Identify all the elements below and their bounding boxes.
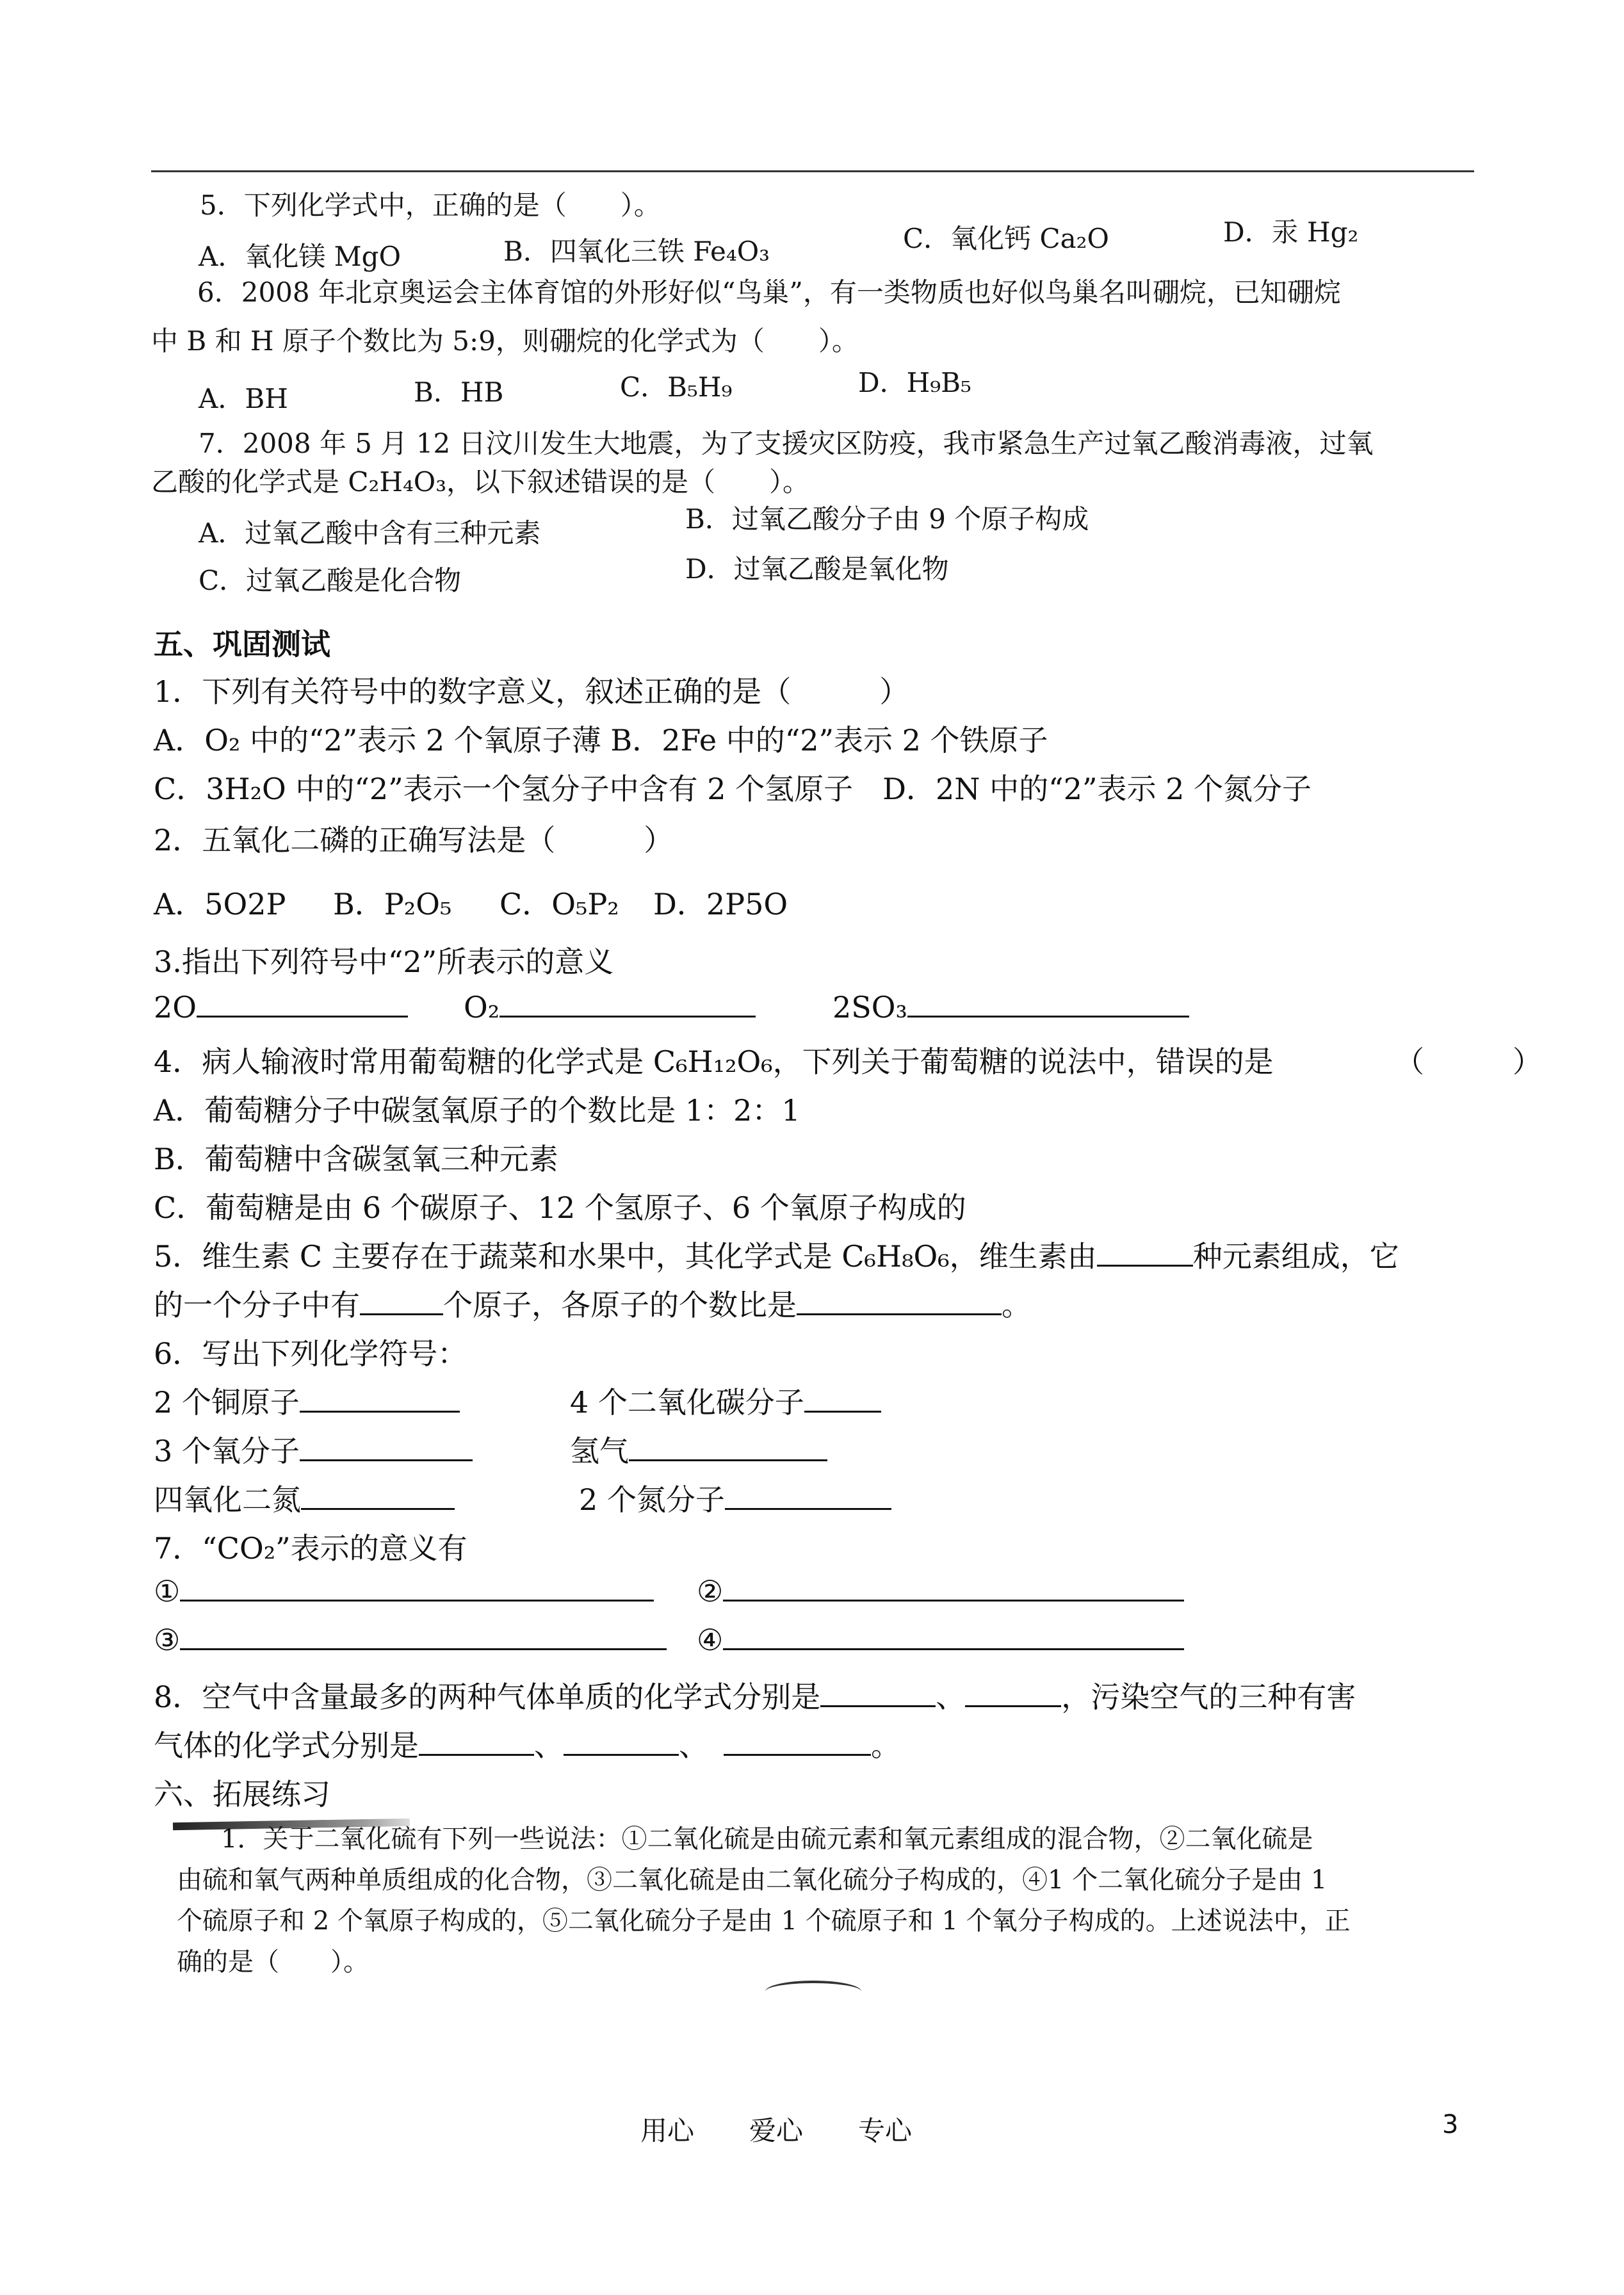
answer-blank[interactable]	[723, 1574, 1184, 1602]
s5-q3-symbol-1: 2O	[154, 990, 408, 1025]
s5-q5-line1: 5．维生素 C 主要存在于蔬菜和水果中，其化学式是 C₆H₈O₆，维生素由 种元素组成，它	[154, 1239, 1399, 1274]
s5-q4-paren: （ ）	[1395, 1044, 1542, 1079]
upper-q5-option-a: A．氧化镁 MgO	[199, 241, 402, 272]
s5-q4-stem: 4．病人输液时常用葡萄糖的化学式是 C₆H₁₂O₆，下列关于葡萄糖的说法中，错误的是	[154, 1044, 1274, 1079]
s5-q2-option-c: C．O₅P₂	[499, 887, 619, 921]
upper-q7-line2: 乙酸的化学式是 C₂H₄O₃，以下叙述错误的是（ ）。	[151, 466, 810, 498]
answer-blank[interactable]	[499, 990, 756, 1018]
s5-q1-options-ab: A．O₂ 中的“2”表示 2 个氧原子薄 B．2Fe 中的“2”表示 2 个铁原子	[154, 723, 1048, 758]
upper-q5-stem: 5．下列化学式中，正确的是（ ）。	[200, 190, 661, 221]
s6-q1-line2: 由硫和氧气两种单质组成的化合物，③二氧化硫是由二氧化硫分子构成的，④1 个二氧化硫分子是由 1	[177, 1865, 1328, 1895]
s5-q1-stem: 1．下列有关符号中的数字意义，叙述正确的是（ ）	[154, 674, 909, 709]
upper-q6-line2: 中 B 和 H 原子个数比为 5:9，则硼烷的化学式为（ ）。	[151, 325, 859, 357]
s5-q3-symbol-2: O₂	[464, 990, 756, 1025]
answer-blank[interactable]	[1097, 1239, 1193, 1267]
footer-motto-1: 用心	[640, 2115, 695, 2146]
s5-q4-option-c: C．葡萄糖是由 6 个碳原子、12 个氢原子、6 个氧原子构成的	[154, 1190, 966, 1225]
footer-motto-3: 专心	[858, 2115, 913, 2146]
s5-q6-stem: 6．写出下列化学符号：	[154, 1336, 467, 1371]
upper-q7-option-a: A．过氧乙酸中含有三种元素	[199, 517, 541, 549]
answer-blank[interactable]	[300, 1434, 473, 1461]
answer-blank[interactable]	[180, 1623, 667, 1650]
answer-blank[interactable]	[564, 1728, 679, 1756]
answer-blank[interactable]	[197, 990, 408, 1018]
s5-q7-meaning-1: ①	[154, 1574, 654, 1609]
s5-q1-options-cd: C．3H₂O 中的“2”表示一个氢分子中含有 2 个氢原子 D．2N 中的“2”表示 2 个氮分子	[154, 772, 1311, 806]
section6-title: 六、拓展练习	[154, 1777, 330, 1812]
answer-blank[interactable]	[300, 1385, 460, 1413]
section5-title: 五、巩固测试	[154, 627, 330, 661]
s6-q1-line3: 个硫原子和 2 个氧原子构成的，⑤二氧化硫分子是由 1 个硫原子和 1 个氧分子构成的。上述说法中，正	[177, 1906, 1351, 1936]
answer-blank[interactable]	[804, 1385, 881, 1413]
s5-q7-meaning-4: ④	[697, 1623, 1184, 1657]
upper-q7-line1: 7．2008 年 5 月 12 日汶川发生大地震，为了支援灾区防疫，我市紧急生产过氧乙酸消毒液，过氧	[199, 428, 1374, 459]
s5-q3-stem: 3.指出下列符号中“2”所表示的意义	[154, 945, 614, 979]
upper-q6-option-b: B．HB	[414, 377, 504, 408]
upper-q6-option-d: D．H₉B₅	[858, 367, 971, 398]
answer-blank[interactable]	[725, 1482, 891, 1510]
upper-q7-option-c: C．过氧乙酸是化合物	[199, 565, 462, 596]
answer-blank[interactable]	[820, 1680, 936, 1707]
answer-blank[interactable]	[965, 1680, 1061, 1707]
upper-q5-option-d: D．汞 Hg₂	[1223, 216, 1359, 248]
upper-q7-option-d: D．过氧乙酸是氧化物	[685, 553, 949, 585]
answer-blank[interactable]	[723, 1623, 1184, 1650]
s5-q7-stem: 7．“CO₂”表示的意义有	[154, 1531, 467, 1566]
s5-q6-item: 4 个二氧化碳分子	[570, 1379, 881, 1422]
answer-blank[interactable]	[629, 1434, 827, 1461]
answer-blank[interactable]	[180, 1574, 654, 1602]
s5-q6-item: 四氧化二氮	[154, 1477, 455, 1519]
s5-q6-item: 3 个氧分子	[154, 1428, 473, 1470]
upper-q6-option-c: C．B₅H₉	[620, 371, 733, 403]
upper-q6-line1: 6．2008 年北京奥运会主体育馆的外形好似“鸟巢”，有一类物质也好似鸟巢名叫硼烷，已知硼烷	[197, 277, 1341, 308]
s5-q8-line1: 8．空气中含量最多的两种气体单质的化学式分别是 、 ，污染空气的三种有害	[154, 1680, 1356, 1714]
upper-q6-option-a: A．BH	[199, 383, 288, 414]
s5-q3-symbol-3: 2SO₃	[832, 990, 1189, 1025]
s5-q6-item: 2 个氮分子	[579, 1477, 891, 1519]
footer-motto-2: 爱心	[749, 2115, 804, 2146]
s5-q4-option-a: A．葡萄糖分子中碳氢氧原子的个数比是 1：2：1	[154, 1093, 800, 1128]
upper-q5-option-b: B．四氧化三铁 Fe₄O₃	[503, 236, 770, 267]
s5-q2-option-b: B．P₂O₅	[333, 887, 452, 921]
s5-q4-option-b: B．葡萄糖中含碳氢氧三种元素	[154, 1142, 558, 1176]
s5-q5-line2: 的一个分子中有 个原子，各原子的个数比是 。	[154, 1288, 1031, 1322]
answer-blank[interactable]	[724, 1728, 871, 1756]
s5-q6-item: 氢气	[570, 1428, 827, 1470]
s6-q1-line1: 1．关于二氧化硫有下列一些说法：①二氧化硫是由硫元素和氧元素组成的混合物，②二氧化硫是	[221, 1824, 1313, 1854]
upper-q7-option-b: B．过氧乙酸分子由 9 个原子构成	[685, 503, 1089, 535]
answer-blank[interactable]	[360, 1288, 443, 1315]
upper-q5-option-c: C．氧化钙 Ca₂O	[903, 223, 1109, 254]
answer-blank[interactable]	[907, 990, 1189, 1018]
s5-q6-item: 2 个铜原子	[154, 1379, 460, 1422]
page-number: 3	[1442, 2110, 1459, 2139]
answer-blank[interactable]	[797, 1288, 1002, 1315]
answer-blank[interactable]	[419, 1728, 534, 1756]
s5-q2-stem: 2．五氧化二磷的正确写法是（ ）	[154, 823, 674, 857]
scan-artifact	[765, 1981, 861, 2002]
s5-q2-option-d: D．2P5O	[653, 887, 788, 921]
header-rule	[151, 170, 1474, 172]
s5-q7-meaning-3: ③	[154, 1623, 667, 1657]
s6-q1-line4: 确的是（ ）。	[177, 1947, 369, 1977]
answer-blank[interactable]	[301, 1482, 455, 1510]
s5-q7-meaning-2: ②	[697, 1574, 1184, 1609]
s5-q2-option-a: A．5O2P	[154, 887, 286, 921]
s5-q8-line2: 气体的化学式分别是 、 、 。	[154, 1728, 900, 1763]
